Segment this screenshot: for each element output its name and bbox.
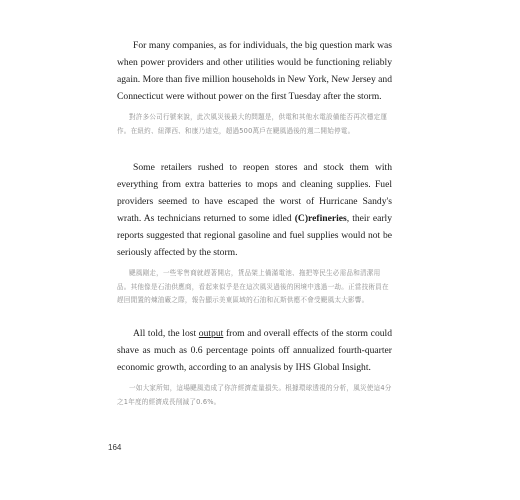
refineries-keyword: (C)refineries	[294, 213, 347, 224]
paragraph-2-chinese	[117, 267, 392, 308]
paragraph-1	[117, 37, 392, 138]
page-number: 164	[108, 443, 122, 452]
paragraph-1-english-text: For many companies, as for individuals, the big question mark was when power providers and other utilities would be functioning reliably again. More than five million households in New York, New Jersey and Connecticut were without power on the first Tuesday after the storm.	[117, 40, 392, 102]
paragraph-3-chinese	[117, 382, 392, 409]
paragraph-2-english-text-start: Some retailers rushed to reopen stores and stock them with everything from extra batteries to mops and cleaning supplies. Fuel providers seemed to have escaped the worst of Hurricane Sandy's wrath. As technicians returned to some idled	[117, 162, 392, 224]
paragraph-2-chinese-text: 颶風剛走，一些零售商就趕著開店，貨品架上備滿電池、拖把等民生必需品和清潔用品。其他像是石油供應商，看起來似乎是在這次風災過後的困境中逃過一劫。正當技術員在趕回閒置的煉油廠之際，報告顯示美東區域的石油和瓦斯供應不會受颶風太大影響。	[117, 269, 389, 304]
output-keyword: output	[198, 328, 224, 339]
paragraph-3	[117, 325, 392, 409]
paragraph-3-english	[117, 325, 392, 376]
paragraph-3-english-text-end: from and overall effects of the storm could shave as much as 0.6 percentage points off annualized fourth-quarter economic growth, according to an analysis by IHS Global Insight.	[117, 328, 392, 373]
paragraph-1-chinese-text: 對許多公司行號來說，此次風災後最大的問題是，供電和其他水電設備能否再次穩定運作。在紐約、紐澤西、和康乃迪克，超過500萬戶在颶風過後的週二開始停電。	[117, 113, 388, 135]
paragraph-1-chinese	[117, 111, 392, 138]
paragraph-2-english-text-end: , their early reports suggested that regional gasoline and fuel supplies would not be seriously affected by the storm.	[117, 213, 392, 258]
paragraph-3-english-text-start: All told, the lost	[133, 328, 199, 339]
paragraph-1-english	[117, 37, 392, 105]
paragraph-2-english	[117, 159, 392, 261]
paragraph-2	[117, 159, 392, 308]
paragraph-3-chinese-text: 一如大家所知，這場颶風造成了你許經濟產量損失。根據環球透視的分析，風災使這4分之1年度的經濟成長削減了0.6%。	[117, 384, 392, 406]
